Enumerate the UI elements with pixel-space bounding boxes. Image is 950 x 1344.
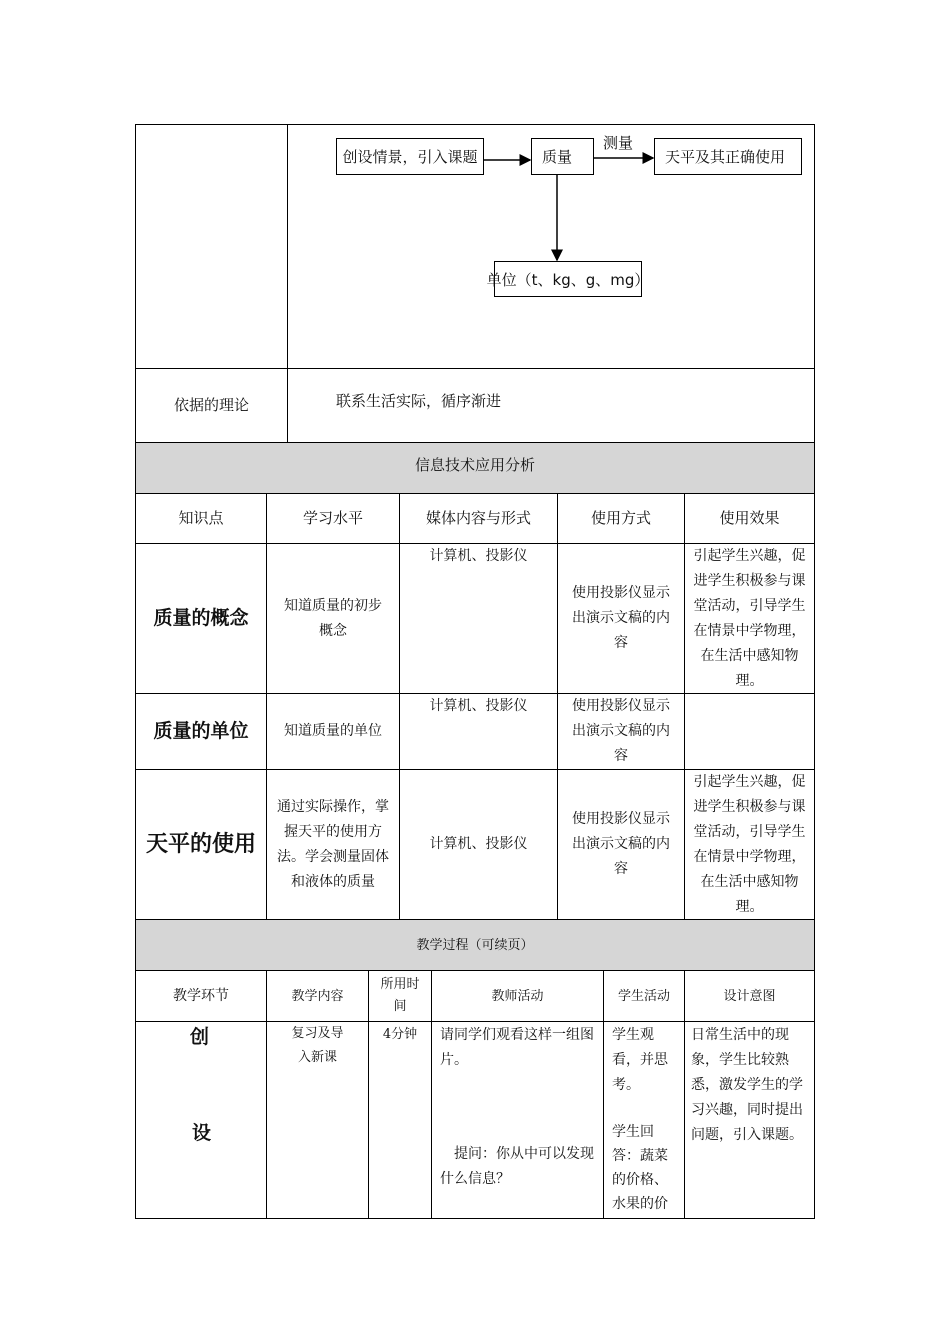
process-content (267, 1022, 368, 1122)
effect-cell (685, 770, 814, 919)
process-header-content: 教学内容 (291, 988, 344, 1004)
level-text: 知道质量的初步概念 (284, 597, 382, 639)
process-intent: 日常生活中的现象，学生比较熟悉，激发学生的学习兴趣，同时提出问题，引入课题。 (691, 1027, 803, 1143)
effect-cell (685, 544, 814, 693)
flow-box-mass: 质量 (531, 138, 594, 175)
process-header-time (369, 971, 431, 1021)
method-text: 使用投影仪显示出演示文稿的内容 (572, 811, 670, 877)
flow-box-units: 单位（t、kg、g、mg） (494, 261, 642, 297)
process-teacher-1: 请同学们观看这样一组图片。 (440, 1027, 594, 1068)
process-title: 教学过程（可续页） (416, 937, 534, 953)
process-content-text: 复习及导入新课 (291, 1026, 344, 1065)
method-text: 使用投影仪显示出演示文稿的内容 (572, 698, 670, 764)
row-divider (135, 1021, 815, 1022)
process-header-student: 学生活动 (617, 988, 670, 1004)
row-divider (135, 1218, 815, 1219)
theory-value: 联系生活实际，循序渐进 (336, 392, 502, 410)
method-cell (558, 694, 684, 769)
it-analysis-title: 信息技术应用分析 (414, 455, 535, 474)
flowchart-arrows (0, 0, 950, 400)
process-header-teacher: 教师活动 (491, 988, 544, 1004)
media-cell: 计算机、投影仪 (429, 836, 528, 852)
process-header-time-text: 所用时间 (380, 977, 420, 1014)
method-text: 使用投影仪显示出演示文稿的内容 (572, 585, 670, 651)
method-cell (558, 544, 684, 693)
flow-box-intro: 创设情景，引入课题 (336, 138, 484, 175)
topic-balance-use: 天平的使用 (145, 832, 256, 857)
topic-mass-concept: 质量的概念 (153, 607, 249, 629)
effect-cell (685, 694, 814, 769)
level-cell (267, 770, 399, 919)
flow-box-balance: 天平及其正确使用 (654, 138, 802, 175)
level-cell: 知道质量的单位 (284, 723, 382, 739)
theory-label: 依据的理论 (173, 396, 249, 414)
process-stage-char-1: 创 (190, 1026, 210, 1048)
effect-text: 引起学生兴趣，促进学生积极参与课堂活动，引导学生在情景中学物理，在生活中感知物理。 (693, 547, 806, 689)
process-header-stage: 教学环节 (173, 987, 229, 1004)
it-header-method: 使用方式 (590, 509, 651, 527)
it-header-media: 媒体内容与形式 (425, 509, 531, 527)
level-text: 通过实际操作，掌握天平的使用方法。学会测量固体和液体的质量 (277, 798, 389, 890)
it-header-effect: 使用效果 (719, 509, 780, 527)
method-cell (558, 770, 684, 919)
process-stage-char-2: 设 (192, 1122, 212, 1144)
process-time: 4分钟 (382, 1027, 418, 1042)
process-header-intent: 设计意图 (723, 988, 776, 1004)
topic-mass-unit: 质量的单位 (153, 720, 249, 742)
flow-label-measure: 测量 (603, 134, 634, 152)
process-student-1: 学生观看，并思考。 (612, 1027, 668, 1093)
process-teacher-2: 提问：你从中可以发现什么信息？ (440, 1146, 594, 1187)
effect-text: 引起学生兴趣，促进学生积极参与课堂活动，引导学生在情景中学物理，在生活中感知物理。 (693, 773, 806, 915)
it-header-topic: 知识点 (178, 509, 224, 527)
media-cell: 计算机、投影仪 (429, 548, 528, 564)
process-student-2: 学生回答：蔬菜的价格、水果的价 (612, 1124, 668, 1212)
it-header-level: 学习水平 (302, 509, 363, 527)
level-cell (267, 544, 399, 693)
media-cell: 计算机、投影仪 (429, 698, 528, 714)
